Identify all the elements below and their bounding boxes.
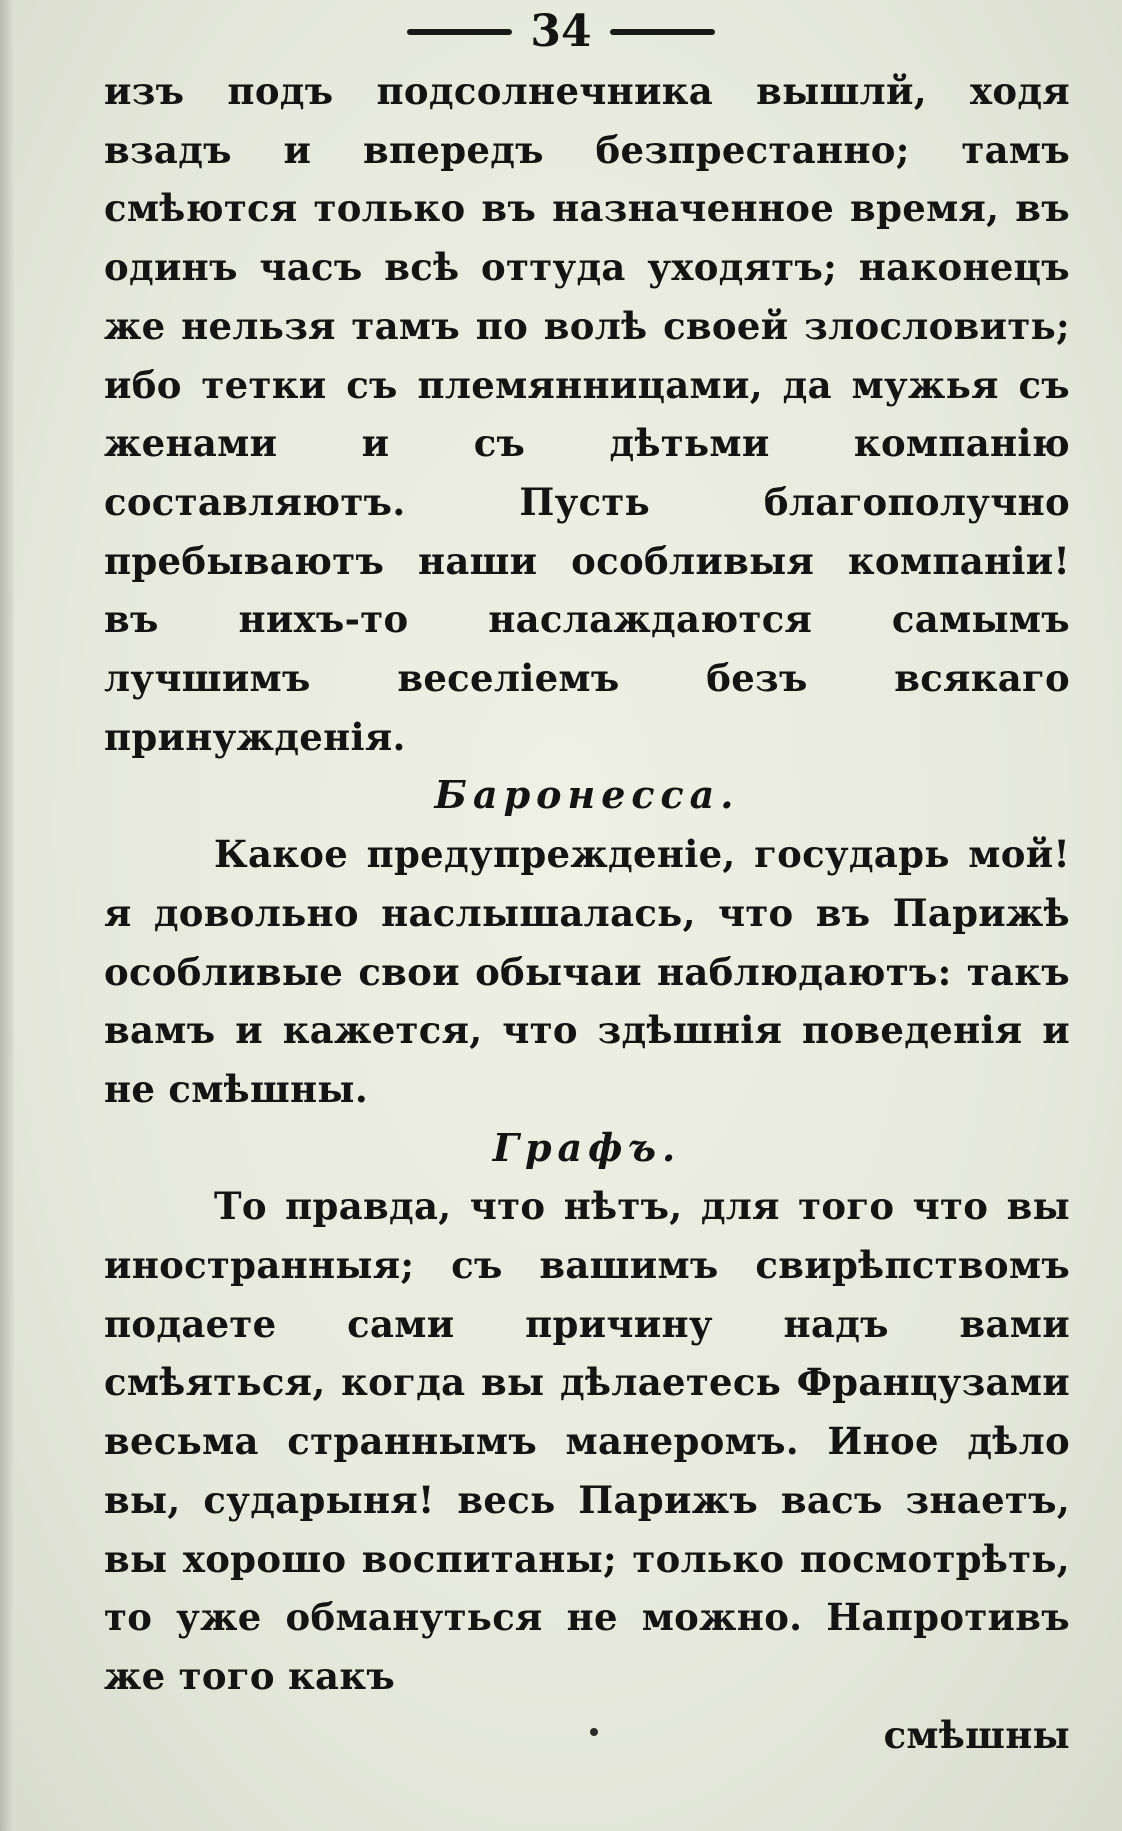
header-rule-right [610,29,715,35]
header-rule-left [407,29,512,35]
catchword: смѣшны [883,1712,1070,1757]
page-number: 34 [530,6,592,57]
page-body [104,62,1070,1764]
paragraph-continuation: изъ подъ подсолнечника вышлй, ходя взадъ и впередъ безпрестанно; тамъ смѣются только въ назначенное время, въ одинъ часъ всѣ оттуда уходятъ; наконецъ же нельзя тамъ по волѣ своей злословить; ибо тетки съ племянницами, да мужья съ женами и съ дѣтьми компанію составляютъ. Пусть благополучно пребываютъ наши особливыя компаніи! въ нихъ-то наслаждаются самымъ лучшимъ веселіемъ безъ всякаго принужденія. [104,69,1070,759]
page-header [0,4,1122,60]
speaker-heading-count: Графъ. [492,1124,682,1170]
ink-spot [590,1728,598,1736]
page-binding-edge [0,0,14,1831]
paragraph-baroness-speech: Какое предупрежденіе, государь мой! я довольно наслышалась, что въ Парижѣ особливые свои обычаи наблюдаютъ: такъ вамъ и кажется, что здѣшнія поведенія и не смѣшны. [104,832,1070,1111]
speaker-heading-baroness: Баронесса. [434,772,740,818]
paragraph-count-speech: То правда, что нѣтъ, для того что вы иностранныя; съ вашимъ свирѣпствомъ подаете сами причину надъ вами смѣяться, когда вы дѣлаетесь Французами весьма страннымъ манеромъ. Иное дѣло вы, сударыня! весь Парижъ васъ знаетъ, вы хорошо воспитаны; только посмотрѣть, то уже обмануться не можно. Напротивъ же того какъ [104,1184,1070,1698]
